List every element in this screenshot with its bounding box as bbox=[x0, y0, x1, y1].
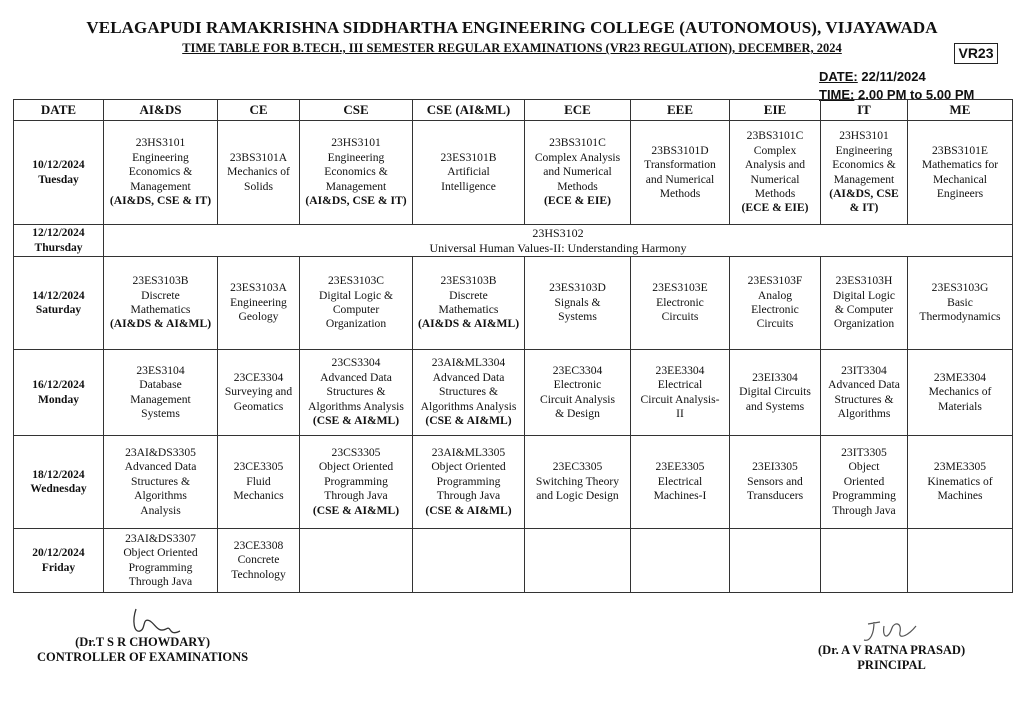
subject-title-line: Technology bbox=[231, 567, 286, 581]
shared-branches-note: (ECE & EIE) bbox=[741, 201, 809, 215]
table-row bbox=[14, 121, 1013, 225]
subject-title-line: Discrete bbox=[449, 288, 488, 302]
subject-code: 23EE3305 bbox=[655, 460, 705, 474]
subject-title-line: Through Java bbox=[832, 503, 896, 517]
subject-code: 23EI3304 bbox=[752, 370, 798, 384]
subject-cell bbox=[104, 436, 218, 529]
subject-title-line: and Systems bbox=[745, 399, 805, 413]
subject-code: 23EI3305 bbox=[752, 460, 798, 474]
subject-cell bbox=[413, 121, 525, 225]
subject-cell bbox=[300, 257, 413, 350]
subject-title-line: Electrical bbox=[657, 378, 703, 392]
controller-title: CONTROLLER OF EXAMINATIONS bbox=[37, 650, 249, 664]
subject-title-line: Management bbox=[325, 179, 387, 193]
subject-title-line: Management bbox=[130, 179, 191, 193]
subject-title-line: Structures & bbox=[834, 392, 894, 406]
subject-title-line: Electronic bbox=[553, 378, 602, 392]
subject-code: 23ES3103D bbox=[549, 281, 606, 295]
column-header: AI&DS bbox=[104, 100, 218, 121]
subject-title-line: Analysis and bbox=[744, 158, 806, 172]
subject-title-line: Mechanics of bbox=[227, 165, 290, 179]
regulation-badge: VR23 bbox=[954, 43, 998, 64]
subject-title-line: Mathematics for bbox=[921, 158, 999, 172]
subject-title-line: Object Oriented bbox=[431, 460, 506, 474]
subject-code: 23ES3101B bbox=[440, 150, 497, 164]
subject-cell bbox=[525, 529, 631, 593]
subject-title-line: Advanced Data bbox=[320, 370, 392, 384]
subject-title-line: Digital Logic & bbox=[318, 288, 394, 302]
subject-code: 23ES3103G bbox=[931, 281, 989, 295]
subject-code: 23EC3304 bbox=[552, 363, 603, 377]
subject-title-line: Discrete bbox=[141, 288, 180, 302]
column-header: EIE bbox=[730, 100, 821, 121]
subject-cell bbox=[300, 350, 413, 436]
subject-title-line: Algorithms bbox=[134, 489, 187, 503]
subject-code: 23HS3101 bbox=[331, 136, 381, 150]
subject-title-line: Engineering bbox=[835, 143, 893, 157]
subject-title-line: Structures & bbox=[326, 385, 386, 399]
principal-name: (Dr. A V RATNA PRASAD) bbox=[818, 643, 966, 657]
subject-code: 23ES3103B bbox=[132, 274, 189, 288]
subject-code: 23ES3104 bbox=[136, 363, 185, 377]
date-cell bbox=[14, 121, 104, 225]
subject-title-line: Mechanics of bbox=[928, 385, 992, 399]
subject-title-line: Through Java bbox=[436, 489, 501, 503]
subject-title-line: Engineers bbox=[936, 186, 984, 200]
shared-branches-note: (AI&DS, CSE & IT) bbox=[829, 186, 899, 215]
subject-code: 23HS3101 bbox=[839, 129, 889, 143]
exam-date: 14/12/2024 bbox=[32, 289, 85, 302]
subject-cell bbox=[908, 350, 1013, 436]
subject-title-line: Economics & bbox=[832, 158, 896, 172]
subject-title-line: Transducers bbox=[746, 489, 804, 503]
exam-day: Thursday bbox=[34, 241, 83, 254]
shared-branches-note: (AI&DS & AI&ML) bbox=[417, 317, 520, 331]
subject-title-line: Complex bbox=[753, 143, 797, 157]
subject-cell bbox=[908, 436, 1013, 529]
subject-cell bbox=[730, 529, 821, 593]
date-cell bbox=[14, 257, 104, 350]
column-header: EEE bbox=[631, 100, 730, 121]
subject-cell bbox=[413, 257, 525, 350]
subject-cell bbox=[908, 529, 1013, 593]
subject-title-line: Circuit Analysis bbox=[539, 392, 616, 406]
subject-code: 23ES3103E bbox=[652, 281, 708, 295]
subject-title-line: Geomatics bbox=[233, 399, 284, 413]
table-row bbox=[14, 350, 1013, 436]
subject-title-line: Circuits bbox=[756, 317, 794, 331]
subject-cell bbox=[525, 436, 631, 529]
subject-cell bbox=[525, 350, 631, 436]
subject-code: 23ES3103B bbox=[440, 274, 497, 288]
subject-title-line: Electrical bbox=[657, 474, 703, 488]
subject-title-line: Object Oriented bbox=[123, 546, 198, 560]
time-label: TIME: bbox=[819, 87, 855, 102]
subject-title-line: Methods bbox=[659, 186, 701, 200]
subject-code: 23EE3304 bbox=[655, 363, 705, 377]
principal-signature-block bbox=[818, 643, 965, 673]
subject-code: 23AI&DS3307 bbox=[125, 531, 196, 545]
subject-title-line: Electronic bbox=[656, 295, 704, 309]
shared-branches-note: (ECE & EIE) bbox=[544, 194, 611, 208]
subject-code: 23ES3103F bbox=[747, 274, 803, 288]
subject-title-line: Mechanics bbox=[233, 489, 284, 503]
subject-code: 23BS3101C bbox=[746, 129, 804, 143]
subject-title-line: Systems bbox=[558, 310, 597, 324]
subject-title-line: Digital Circuits bbox=[739, 385, 811, 399]
subject-cell bbox=[104, 529, 218, 593]
subject-cell bbox=[218, 121, 300, 225]
subject-cell bbox=[821, 121, 908, 225]
subject-title-line: Database bbox=[139, 378, 182, 392]
subject-title-line: Systems bbox=[141, 406, 180, 420]
shared-branches-note: (AI&DS, CSE & IT) bbox=[109, 194, 212, 208]
subject-cell bbox=[104, 121, 218, 225]
subject-title-line: Methods bbox=[754, 186, 796, 200]
subject-code: 23BS3101E bbox=[931, 143, 989, 157]
subject-cell bbox=[413, 436, 525, 529]
subject-code: 23CE3305 bbox=[233, 460, 284, 474]
subject-cell bbox=[300, 436, 413, 529]
subject-title-line: Economics & bbox=[324, 165, 388, 179]
subject-title-line: Through Java bbox=[128, 574, 193, 588]
shared-branches-note: (CSE & AI&ML) bbox=[312, 503, 400, 517]
subject-title-line: Advanced Data bbox=[432, 370, 505, 384]
subject-title-line: Programming bbox=[832, 489, 896, 503]
subject-code: 23AI&ML3304 bbox=[431, 356, 506, 370]
subject-title-line: Engineering bbox=[230, 295, 287, 309]
subject-code: 23BS3101A bbox=[229, 150, 288, 164]
subject-title-line: Analysis bbox=[140, 503, 181, 517]
exam-date: 20/12/2024 bbox=[32, 547, 85, 560]
subject-title-line: II bbox=[676, 406, 684, 420]
subject-code: 23CE3304 bbox=[233, 370, 284, 384]
subject-title-line: Organization bbox=[325, 317, 387, 331]
subject-title-line: Geology bbox=[238, 310, 279, 324]
table-row bbox=[14, 257, 1013, 350]
exam-date: 10/12/2024 bbox=[32, 159, 85, 172]
subject-title-line: Programming bbox=[128, 560, 193, 574]
subject-code: 23ME3304 bbox=[933, 370, 987, 384]
subject-title-line: Organization bbox=[833, 317, 895, 331]
table-row bbox=[14, 436, 1013, 529]
subject-title-line: Kinematics of bbox=[927, 474, 993, 488]
subject-title-line: Mathematics bbox=[438, 303, 499, 316]
subject-cell bbox=[631, 436, 730, 529]
table-row bbox=[14, 225, 1013, 257]
subject-title-line: Surveying and bbox=[224, 385, 293, 399]
exam-date: 18/12/2024 bbox=[32, 468, 85, 481]
subject-title-line: Programming bbox=[324, 474, 388, 488]
subject-cell bbox=[631, 350, 730, 436]
subject-cell bbox=[821, 529, 908, 593]
subject-code: 23AI&ML3305 bbox=[431, 445, 506, 459]
subject-cell bbox=[821, 350, 908, 436]
controller-signature-block bbox=[37, 635, 248, 665]
shared-branches-note: (CSE & AI&ML) bbox=[425, 503, 512, 517]
subject-title-line: Analog bbox=[757, 288, 793, 302]
subject-code: 23BS3101C bbox=[549, 136, 606, 150]
subject-title-line: Mechanical bbox=[932, 172, 988, 186]
subject-title-line: Sensors and bbox=[747, 474, 803, 488]
subject-code: 23HS3102 bbox=[532, 225, 584, 240]
subject-title-line: and Numerical bbox=[645, 172, 715, 186]
subject-title-line: Complex Analysis bbox=[534, 150, 621, 164]
subject-title-line: Fluid bbox=[246, 474, 271, 488]
subject-cell bbox=[218, 436, 300, 529]
subject-code: 23BS3101D bbox=[651, 143, 709, 157]
subject-code: 23CE3308 bbox=[233, 538, 284, 552]
exam-day: Friday bbox=[41, 561, 76, 574]
subject-cell bbox=[218, 529, 300, 593]
header-row bbox=[14, 100, 1013, 121]
subject-title-line: Advanced Data bbox=[124, 460, 197, 474]
subject-title-line: Basic bbox=[947, 295, 973, 309]
subject-title-line: Advanced Data bbox=[828, 378, 900, 392]
subject-cell bbox=[821, 436, 908, 529]
exam-day: Monday bbox=[38, 393, 79, 406]
subject-cell bbox=[525, 257, 631, 350]
subject-title-line: Management bbox=[130, 392, 191, 406]
exam-day: Saturday bbox=[35, 304, 82, 316]
subject-cell bbox=[104, 257, 218, 350]
subject-code: 23ES3103A bbox=[230, 281, 287, 295]
subject-title-line: Solids bbox=[244, 179, 273, 193]
subject-title-line: Programming bbox=[436, 474, 501, 488]
subject-title-line: Circuits bbox=[661, 310, 699, 324]
subject-code: 23HS3101 bbox=[135, 136, 186, 150]
time-value: 2.00 PM to 5.00 PM bbox=[858, 87, 975, 102]
subject-cell bbox=[730, 350, 821, 436]
subject-code: 23IT3304 bbox=[841, 363, 887, 377]
subject-title-line: Numerical bbox=[750, 172, 800, 186]
subject-title-line: Circuit Analysis- bbox=[640, 392, 720, 406]
subject-title-line: and Logic Design bbox=[536, 489, 619, 503]
exam-day: Wednesday bbox=[30, 483, 87, 495]
exam-timetable bbox=[13, 99, 1013, 593]
subject-title-line: Mathematics bbox=[130, 303, 191, 316]
column-header: IT bbox=[821, 100, 908, 121]
exam-date: 12/12/2024 bbox=[32, 227, 85, 240]
subject-code: 23EC3305 bbox=[552, 460, 603, 474]
subject-title-line: Algorithms bbox=[837, 406, 891, 420]
subject-title-line: Management bbox=[833, 172, 895, 186]
subject-cell bbox=[631, 257, 730, 350]
subject-cell bbox=[908, 121, 1013, 225]
subject-cell bbox=[730, 436, 821, 529]
column-header: ECE bbox=[525, 100, 631, 121]
subject-title: Universal Human Values-II: Understanding Harmony bbox=[429, 240, 687, 255]
column-header: CE bbox=[218, 100, 300, 121]
subject-title-line: Machines-I bbox=[653, 489, 707, 503]
subject-cell bbox=[631, 121, 730, 225]
table-row bbox=[14, 529, 1013, 593]
subject-title-line: Materials bbox=[938, 399, 982, 413]
subject-cell bbox=[218, 257, 300, 350]
subject-cell bbox=[413, 350, 525, 436]
subject-code: 23ES3103H bbox=[835, 274, 893, 288]
column-header: CSE bbox=[300, 100, 413, 121]
subject-cell bbox=[631, 529, 730, 593]
subject-title-line: Engineering bbox=[132, 150, 189, 164]
subject-title-line: Artificial bbox=[447, 165, 490, 179]
column-header: DATE bbox=[14, 100, 104, 121]
subject-title-line: Concrete bbox=[237, 553, 280, 567]
subject-cell bbox=[821, 257, 908, 350]
subject-title-line: Signals & bbox=[554, 295, 601, 309]
subject-cell bbox=[908, 257, 1013, 350]
subject-title-line: & Design bbox=[555, 406, 600, 420]
subject-title-line: Machines bbox=[937, 489, 983, 503]
subject-code: 23CS3305 bbox=[331, 445, 381, 459]
shared-branches-note: (CSE & AI&ML) bbox=[312, 414, 400, 428]
subject-cell bbox=[218, 350, 300, 436]
subject-title-line: Object Oriented bbox=[318, 460, 394, 474]
subject-cell bbox=[300, 529, 413, 593]
subject-cell bbox=[104, 350, 218, 436]
date-cell bbox=[14, 436, 104, 529]
shared-branches-note: (CSE & AI&ML) bbox=[425, 414, 512, 428]
date-cell bbox=[14, 529, 104, 593]
issue-date bbox=[819, 69, 926, 84]
subject-code: 23ES3103C bbox=[327, 274, 385, 288]
subject-code: 23AI&DS3305 bbox=[125, 445, 196, 459]
subject-title-line: Through Java bbox=[324, 489, 388, 503]
subject-title-line: Switching Theory bbox=[535, 474, 620, 488]
subject-title-line: Thermodynamics bbox=[919, 310, 1001, 324]
subject-cell bbox=[730, 121, 821, 225]
subject-cell bbox=[525, 121, 631, 225]
subject-title-line: Methods bbox=[557, 179, 598, 193]
subject-title-line: Structures & bbox=[439, 385, 498, 399]
shared-branches-note: (AI&DS & AI&ML) bbox=[109, 317, 212, 331]
subject-title-line: Object bbox=[848, 460, 880, 474]
date-value: 22/11/2024 bbox=[861, 69, 926, 84]
common-subject-cell bbox=[104, 225, 1013, 257]
subject-title-line: Algorithms Analysis bbox=[308, 399, 404, 413]
subject-title-line: Structures & bbox=[131, 474, 190, 488]
exam-date: 16/12/2024 bbox=[32, 379, 85, 392]
subject-code: 23ME3305 bbox=[933, 460, 987, 474]
subject-cell bbox=[300, 121, 413, 225]
subject-title-line: Electronic bbox=[751, 303, 799, 316]
subject-title-line: Transformation bbox=[644, 158, 716, 172]
column-header: CSE (AI&ML) bbox=[413, 100, 525, 121]
column-header: ME bbox=[908, 100, 1013, 121]
subject-title-line: Algorithms Analysis bbox=[420, 399, 517, 413]
date-cell bbox=[14, 350, 104, 436]
principal-title: PRINCIPAL bbox=[857, 658, 926, 672]
subject-title-line: & Computer bbox=[834, 303, 894, 316]
subject-cell bbox=[413, 529, 525, 593]
date-cell bbox=[14, 225, 104, 257]
college-name: VELAGAPUDI RAMAKRISHNA SIDDHARTHA ENGINEERING COLLEGE (AUTONOMOUS), VIJAYAWADA bbox=[86, 18, 938, 37]
subject-code: 23CS3304 bbox=[331, 356, 381, 370]
subject-cell bbox=[730, 257, 821, 350]
subject-title-line: Digital Logic bbox=[832, 288, 896, 302]
subject-title-line: and Numerical bbox=[543, 165, 612, 179]
timetable-subtitle: TIME TABLE FOR B.TECH., III SEMESTER REGULAR EXAMINATIONS (VR23 REGULATION), DECEMBER, 2024 bbox=[182, 41, 842, 55]
shared-branches-note: (AI&DS, CSE & IT) bbox=[305, 194, 407, 208]
subject-title-line: Economics & bbox=[128, 165, 193, 179]
exam-day: Tuesday bbox=[38, 173, 79, 186]
subject-title-line: Engineering bbox=[327, 150, 385, 164]
date-label: DATE: bbox=[819, 69, 858, 84]
subject-title-line: Oriented bbox=[843, 474, 885, 488]
subject-title-line: Computer bbox=[332, 303, 380, 316]
subject-code: 23IT3305 bbox=[841, 445, 887, 459]
subject-title-line: Intelligence bbox=[441, 179, 496, 193]
controller-name: (Dr.T S R CHOWDARY) bbox=[75, 635, 211, 649]
